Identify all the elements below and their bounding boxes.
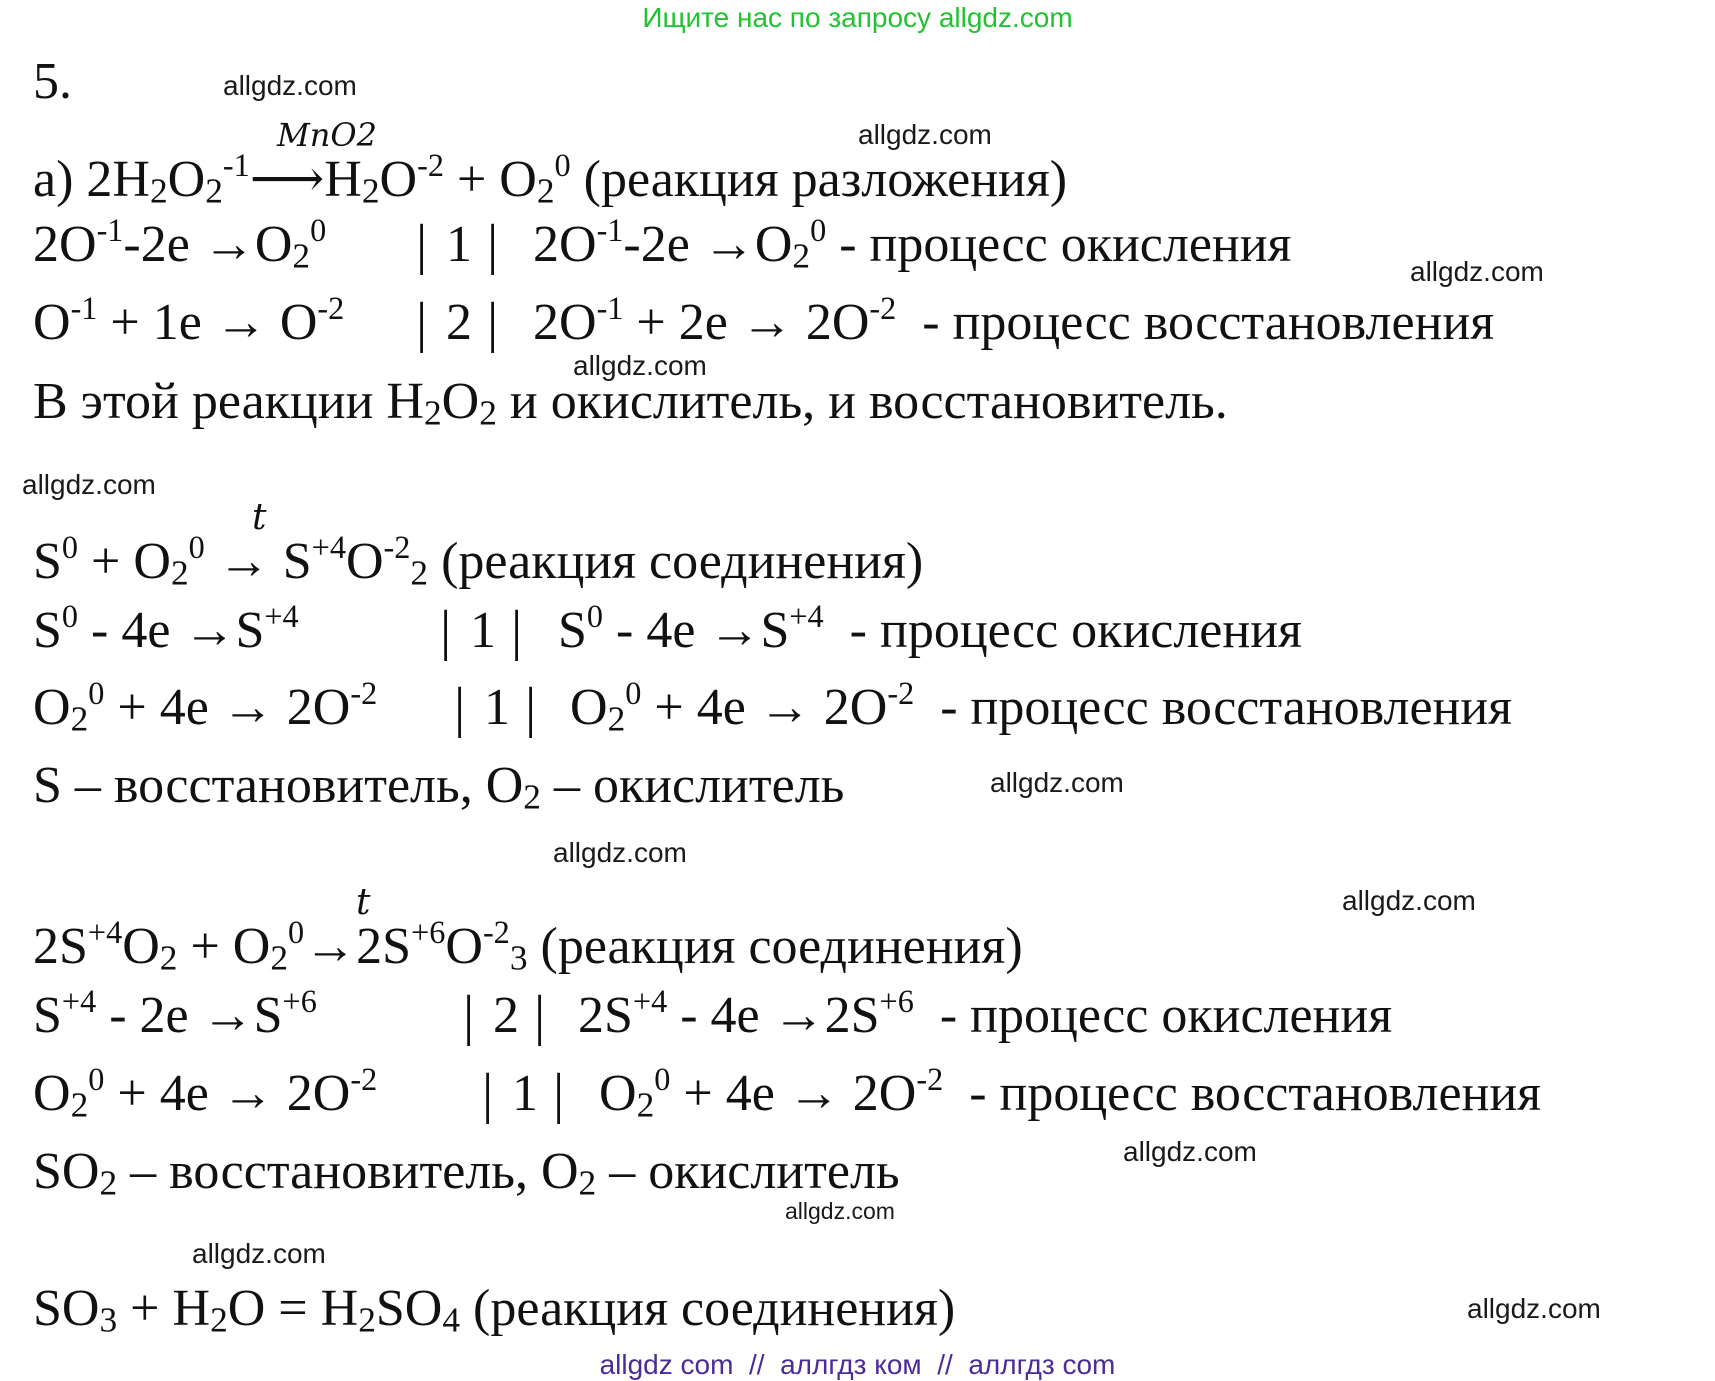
watermark: allgdz.com: [192, 1238, 326, 1269]
balance-bar: |: [482, 1063, 494, 1125]
balance-bar: |: [487, 292, 499, 354]
watermark: allgdz.com: [1342, 885, 1476, 916]
balance-bar: |: [534, 985, 546, 1047]
balance-bar: |: [553, 1063, 565, 1125]
balance-bar: |: [416, 292, 428, 354]
balance-bar: |: [454, 677, 466, 739]
watermark: allgdz.com: [22, 469, 156, 500]
oxidation-label: - процесс окисления: [839, 216, 1292, 273]
equation-d-note: (реакция соединения): [473, 1280, 956, 1337]
balance-coef: 1: [470, 602, 496, 659]
task-number: 5.: [33, 53, 72, 110]
reduction-half-b: $O_2^0 + 4e \to 2O^{-2}$: [33, 675, 378, 739]
oxidation-half-a: $2O^{-1}-2e \to O_2^0$: [33, 212, 327, 276]
balance-bar: |: [416, 214, 428, 276]
watermark: allgdz.com: [573, 350, 707, 381]
reduction-label: - процесс восстановления: [940, 679, 1513, 736]
watermark: allgdz.com: [858, 119, 992, 150]
oxidation-half-b: $S^0 - 4e \to S^{+4}$: [33, 598, 299, 659]
condition-label: t: [356, 882, 371, 923]
oxidation-label: - процесс окисления: [939, 987, 1393, 1044]
oxidation-label: - процесс окисления: [849, 602, 1302, 659]
conclusion-c: $SO_2$ – восстановитель, $O_2$ – окислитель: [33, 1143, 900, 1203]
conclusion-b: S – восстановитель, $O_2$ – окислитель: [33, 757, 845, 817]
condition-label: t: [252, 497, 267, 538]
equation-b-note: (реакция соединения): [441, 533, 924, 590]
balance-coef: 1: [484, 679, 510, 736]
balance-coef: 1: [512, 1065, 538, 1122]
equation-d: $SO_3 + H_2O = H_2SO_4$ (реакция соединения): [33, 1280, 956, 1340]
watermark: allgdz.com: [990, 767, 1124, 798]
balance-bar: |: [440, 600, 452, 662]
watermark: allgdz.com: [553, 837, 687, 868]
reduction-label: - процесс восстановления: [969, 1065, 1542, 1122]
balance-coef: 2: [493, 987, 519, 1044]
watermark: allgdz.com: [223, 70, 357, 101]
equation-b: $S^0 + O_2^0 \to S^{+4}O^{-2}_2$ (реакция соединения): [33, 529, 924, 593]
balance-bar: |: [463, 985, 475, 1047]
watermark: allgdz.com: [785, 1198, 895, 1224]
watermark: allgdz.com: [1410, 256, 1544, 287]
watermark: allgdz.com: [1467, 1293, 1601, 1324]
conclusion-a: В этой реакции $H_2O_2$ и окислитель, и восстановитель.: [33, 373, 1228, 433]
balance-coef: 1: [446, 216, 472, 273]
footer-links[interactable]: allgdz com // аллгдз ком // аллгдз com: [599, 1349, 1116, 1380]
equation-a: а) $2H_2O_2^{-1}⟶H_2O^{-2} + O_2^0$ (реакция разложения): [33, 147, 1068, 211]
oxidation-half-c: $S^{+4} - 2e \to S^{+6}$: [33, 983, 317, 1044]
reduction-process-c: $O_2^0 + 4e \to 2O^{-2}$ - процесс восстановления: [599, 1061, 1542, 1125]
reduction-process-a: $2O^{-1} + 2e \to 2O^{-2}$ - процесс восстановления: [533, 290, 1495, 351]
oxidation-process-a: $2O^{-1}-2e \to O_2^0$ - процесс окисления: [533, 212, 1292, 276]
balance-coef: 2: [446, 294, 472, 351]
oxidation-process-c: $2S^{+4} - 4e \to 2S^{+6}$ - процесс окисления: [578, 983, 1393, 1044]
catalyst-label: MnO2: [277, 116, 377, 154]
equation-c-note: (реакция соединения): [540, 918, 1023, 975]
watermark: allgdz.com: [1123, 1136, 1257, 1167]
reduction-half-a: $O^{-1} + 1e \to O^{-2}$: [33, 290, 345, 351]
reduction-process-b: $O_2^0 + 4e \to 2O^{-2}$ - процесс восстановления: [570, 675, 1513, 739]
reduction-label: - процесс восстановления: [922, 294, 1495, 351]
search-banner[interactable]: Ищите нас по запросу allgdz.com: [642, 2, 1073, 33]
reduction-half-c: $O_2^0 + 4e \to 2O^{-2}$: [33, 1061, 378, 1125]
equation-a-note: (реакция разложения): [583, 151, 1068, 208]
oxidation-process-b: $S^0 - 4e \to S^{+4}$ - процесс окисления: [558, 598, 1302, 659]
balance-bar: |: [511, 600, 523, 662]
balance-bar: |: [525, 677, 537, 739]
equation-c: $2S^{+4}O_2 + O_2^0\to 2S^{+6}O^{-2}_3$ (реакция соединения): [33, 914, 1023, 978]
balance-bar: |: [487, 214, 499, 276]
